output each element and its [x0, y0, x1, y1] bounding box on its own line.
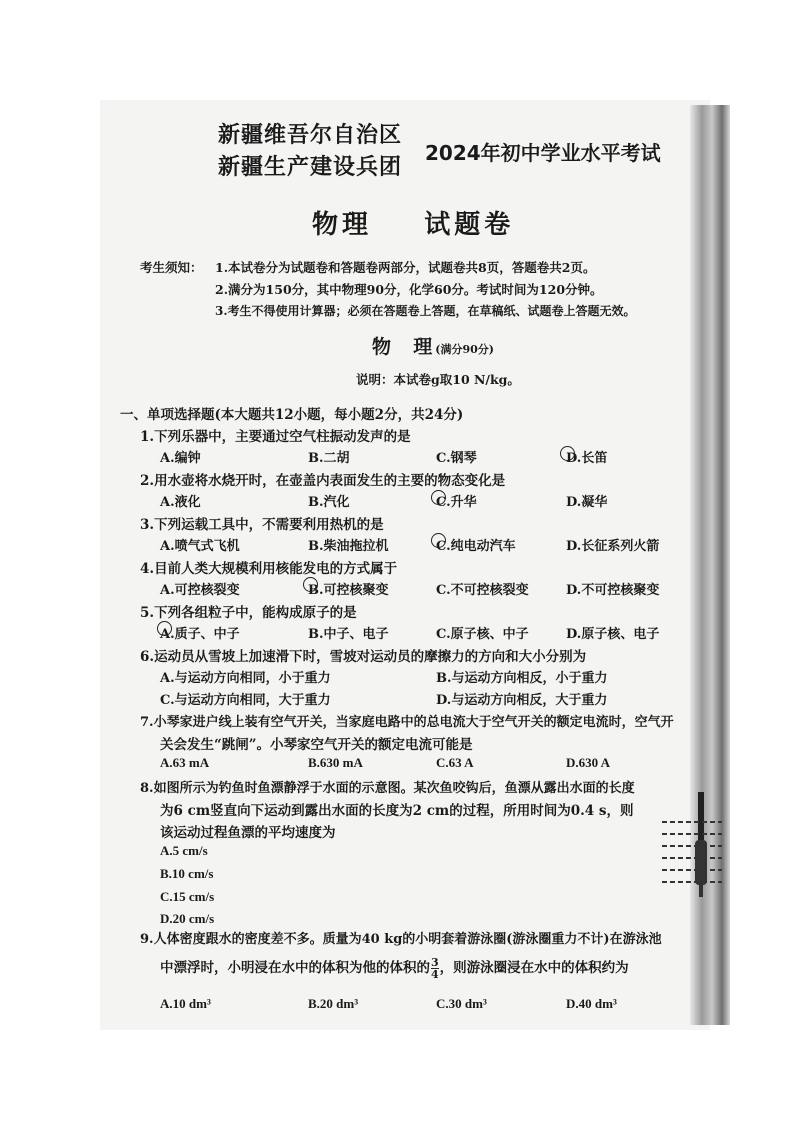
- fraction-numerator: 3: [431, 956, 439, 969]
- fraction-denominator: 4: [431, 968, 439, 981]
- q4-option-d: D.不可控核聚变: [566, 583, 660, 598]
- answer-circle-mark: [157, 621, 172, 636]
- q6-option-c: C.与运动方向相同，大于重力: [160, 693, 331, 708]
- q5-option-c: C.原子核、中子: [436, 627, 529, 642]
- question-7-stem-line-2: 关会发生“跳闸”。小琴家空气开关的额定电流可能是: [160, 737, 473, 753]
- q9-option-d: D.40 dm³: [566, 996, 617, 1011]
- answer-circle-mark: [431, 533, 446, 548]
- q9-option-b: B.20 dm³: [308, 996, 359, 1011]
- q4-option-c: C.不可控核裂变: [436, 583, 529, 598]
- q9-option-c: C.30 dm³: [436, 996, 487, 1011]
- fraction: [431, 957, 439, 980]
- region-line-2: 新疆生产建设兵团: [218, 155, 403, 180]
- question-9-stem-line-2: [160, 956, 629, 980]
- score-note: (满分90分): [435, 343, 494, 356]
- notice-label: 考生须知：: [140, 260, 203, 275]
- region-line-1: 新疆维吾尔自治区: [218, 123, 403, 148]
- q6-option-b: B.与运动方向相反，小于重力: [436, 671, 608, 686]
- question-8-stem-line-3: 该运动过程鱼漂的平均速度为: [160, 825, 336, 841]
- question-3-stem: 3.下列运载工具中，不需要利用热机的是: [140, 517, 384, 533]
- q9-option-a: A.10 dm³: [160, 996, 211, 1011]
- physics-heading: [372, 332, 494, 359]
- water-surface-lines: [662, 822, 722, 882]
- question-7-stem-line-1: 7.小琴家进户线上装有空气开关，当家庭电路中的总电流大于空气开关的额定电流时，空气开: [140, 715, 674, 730]
- q3-option-d: D.长征系列火箭: [566, 539, 660, 554]
- q3-option-b: B.柴油拖拉机: [308, 539, 389, 554]
- section-title: 一、单项选择题(本大题共12小题，每小题2分，共24分): [120, 407, 464, 423]
- q8-option-a: A.5 cm/s: [160, 843, 208, 858]
- question-9-stem-line-1: 9.人体密度跟水的密度差不多。质量为40 kg的小明套着游泳圈(游泳圈重力不计)在游泳池: [140, 932, 662, 947]
- q2-option-b: B.汽化: [308, 495, 350, 510]
- q9-stem-part-b: ，则游泳圈浸在水中的体积约为: [439, 960, 629, 976]
- q2-option-a: A.液化: [160, 495, 201, 510]
- notice-item-3: 3.考生不得使用计算器；必须在答题卷上答题，在草稿纸、试题卷上答题无效。: [215, 304, 636, 318]
- q3-option-c: C.纯电动汽车: [436, 539, 516, 554]
- q9-stem-part-a: 中漂浮时，小明浸在水中的体积为他的体积的: [160, 960, 430, 976]
- exam-title: 2024年初中学业水平考试: [425, 141, 661, 165]
- q5-option-d: D.原子核、电子: [566, 627, 660, 642]
- question-2-stem: 2.用水壶将水烧开时，在壶盖内表面发生的主要的物态变化是: [140, 473, 506, 489]
- q6-option-a: A.与运动方向相同，小于重力: [160, 671, 331, 686]
- q7-option-c: C.63 A: [436, 755, 474, 770]
- q8-option-b: B.10 cm/s: [160, 866, 214, 881]
- question-1-stem: 1.下列乐器中，主要通过空气柱振动发声的是: [140, 429, 411, 445]
- paper-title: 物理 试题卷: [312, 210, 515, 240]
- q7-option-a: A.63 mA: [160, 755, 210, 770]
- q7-option-b: B.630 mA: [308, 755, 363, 770]
- q6-option-d: D.与运动方向相反，大于重力: [436, 693, 608, 708]
- q7-option-d: D.630 A: [566, 755, 611, 770]
- q5-option-b: B.中子、电子: [308, 627, 389, 642]
- q2-option-d: D.凝华: [566, 495, 608, 510]
- answer-circle-mark: [431, 490, 446, 505]
- q1-option-c: C.钢琴: [436, 451, 477, 466]
- answer-circle-mark: [560, 446, 575, 461]
- instruction-line: 说明：本试卷g取10 N/kg。: [356, 372, 520, 387]
- q1-option-d: D.长笛: [566, 451, 608, 466]
- physics-title: 物 理: [372, 336, 436, 358]
- q3-option-a: A.喷气式飞机: [160, 539, 240, 554]
- notice-item-1: 1.本试卷分为试题卷和答题卷两部分，试题卷共8页，答题卷共2页。: [215, 260, 596, 275]
- q4-option-b: B.可控核聚变: [308, 583, 389, 598]
- q5-option-a: A.质子、中子: [160, 627, 240, 642]
- notice-item-2: 2.满分为150分，其中物理90分，化学60分。考试时间为120分钟。: [215, 282, 603, 297]
- question-5-stem: 5.下列各组粒子中，能构成原子的是: [140, 605, 357, 621]
- q4-option-a: A.可控核裂变: [160, 583, 240, 598]
- q8-option-c: C.15 cm/s: [160, 889, 215, 904]
- question-8-stem-line-1: 8.如图所示为钓鱼时鱼漂静浮于水面的示意图。某次鱼咬钩后，鱼漂从露出水面的长度: [140, 781, 635, 796]
- q8-option-d: D.20 cm/s: [160, 911, 215, 926]
- float-stem: [698, 792, 704, 840]
- q1-option-b: B.二胡: [308, 451, 350, 466]
- answer-circle-mark: [303, 577, 318, 592]
- question-6-stem: 6.运动员从雪坡上加速滑下时，雪坡对运动员的摩擦力的方向和大小分别为: [140, 649, 587, 665]
- question-4-stem: 4.目前人类大规模利用核能发电的方式属于: [140, 561, 398, 577]
- q2-option-c: C.升华: [436, 495, 477, 510]
- float-tail: [699, 885, 703, 897]
- fishing-float-figure: [662, 790, 724, 925]
- q1-option-a: A.编钟: [160, 451, 201, 466]
- question-8-stem-line-2: 为6 cm竖直向下运动到露出水面的长度为2 cm的过程，所用时间为0.4 s，则: [160, 803, 634, 819]
